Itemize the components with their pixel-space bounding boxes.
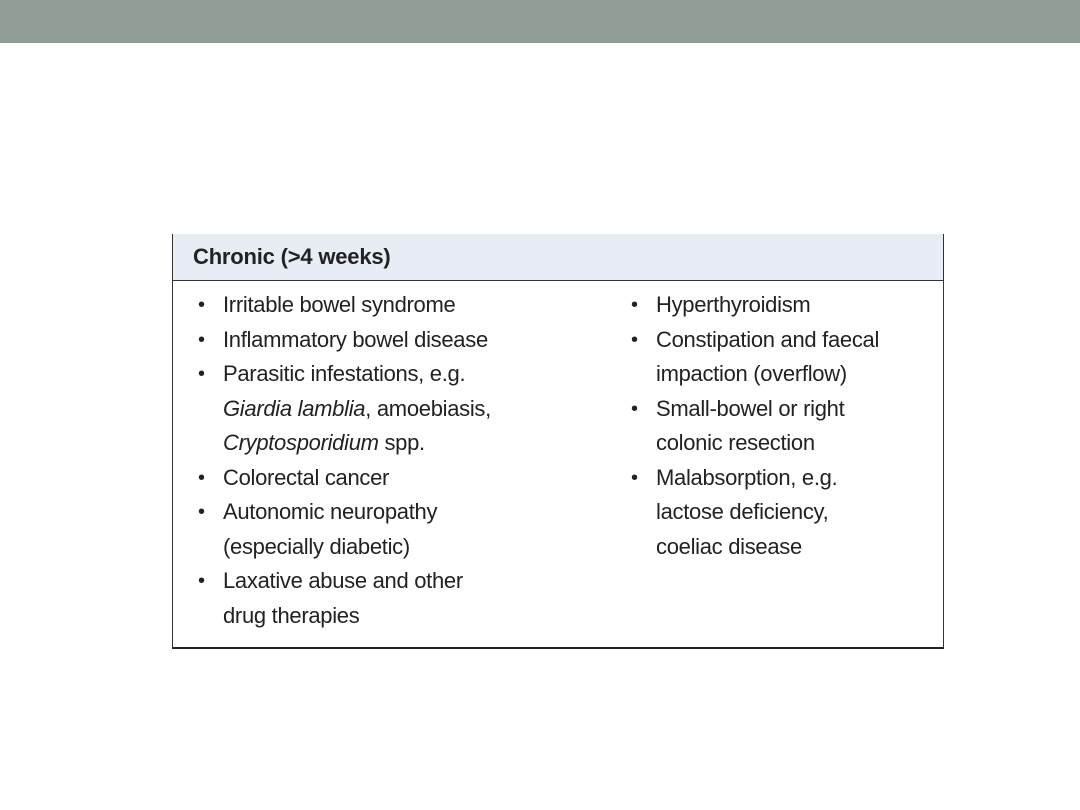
list-item: • Constipation and faecal impaction (overflow) bbox=[628, 323, 938, 392]
bullet-icon: • bbox=[198, 363, 205, 385]
bullet-icon: • bbox=[198, 501, 205, 523]
left-column-list bbox=[195, 288, 595, 633]
list-item: • Colorectal cancer bbox=[195, 461, 595, 496]
bullet-icon: • bbox=[631, 294, 638, 316]
list-item: • Hyperthyroidism bbox=[628, 288, 938, 323]
list-item: • Malabsorption, e.g. lactose deficiency, coeliac disease bbox=[628, 461, 938, 565]
bullet-icon: • bbox=[631, 397, 638, 420]
causes-table bbox=[172, 234, 944, 649]
bullet-icon: • bbox=[198, 570, 205, 592]
list-item: • Laxative abuse and other drug therapies bbox=[195, 564, 595, 633]
bullet-icon: • bbox=[198, 294, 205, 316]
list-item: • Small-bowel or right colonic resection bbox=[628, 392, 938, 461]
list-item: • Parasitic infestations, e.g. Giardia lamblia, amoebiasis, Cryptosporidium spp. bbox=[195, 357, 595, 461]
bullet-icon: • bbox=[198, 466, 205, 489]
bullet-icon: • bbox=[198, 328, 205, 351]
list-item: • Inflammatory bowel disease bbox=[195, 323, 595, 358]
list-item: • Irritable bowel syndrome bbox=[195, 288, 595, 323]
list-item: • Autonomic neuropathy (especially diabetic) bbox=[195, 495, 595, 564]
right-column-list bbox=[628, 288, 938, 564]
top-title-bar bbox=[0, 0, 1080, 43]
bullet-icon: • bbox=[631, 466, 638, 489]
table-header: Chronic (>4 weeks) bbox=[173, 234, 943, 281]
bullet-icon: • bbox=[631, 328, 638, 351]
